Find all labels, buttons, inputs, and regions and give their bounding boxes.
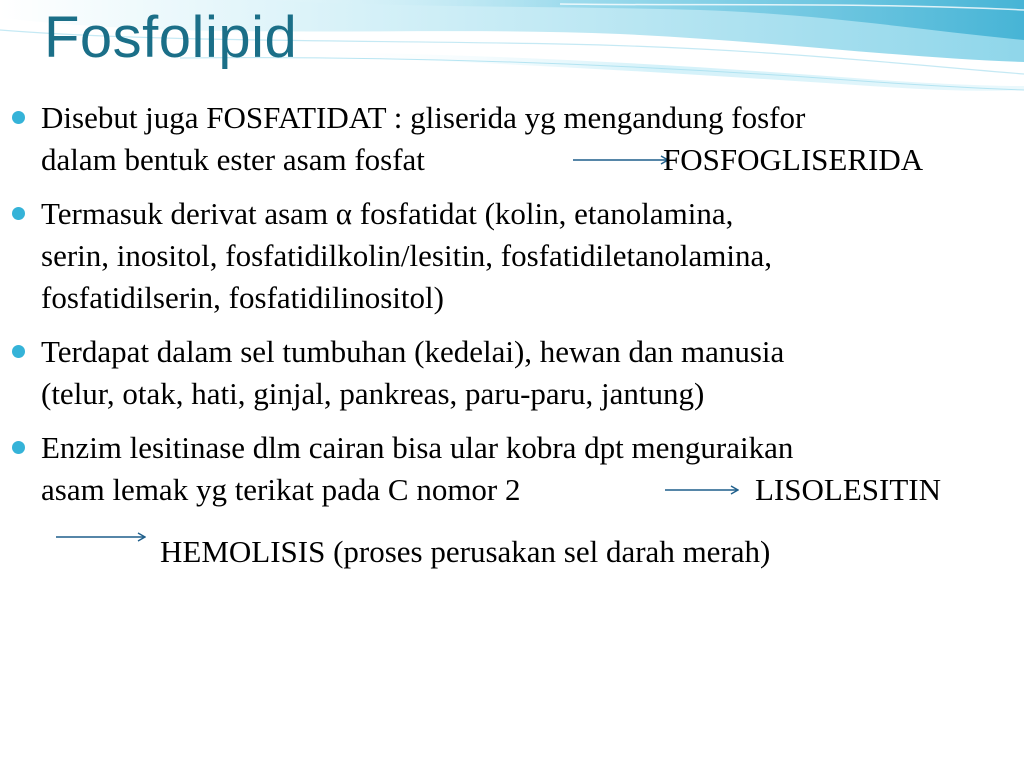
bullet-text: asam lemak yg terikat pada C nomor 2 xyxy=(41,472,521,507)
bullet-text: dalam bentuk ester asam fosfat xyxy=(41,142,425,177)
bullet-line xyxy=(41,139,1016,181)
right-arrow-icon xyxy=(56,530,146,544)
bullet-text: FOSFOGLISERIDA xyxy=(663,142,924,177)
bullet-line: fosfatidilserin, fosfatidilinositol) xyxy=(41,280,444,315)
bullet-dot-icon xyxy=(12,111,25,124)
bullet-line: serin, inositol, fosfatidilkolin/lesitin, fosfatidiletanolamina, xyxy=(41,238,772,273)
bullet-line: Termasuk derivat asam α fosfatidat (kolin, etanolamina, xyxy=(41,196,734,231)
bullet-text: LISOLESITIN xyxy=(755,472,941,507)
bullet-item xyxy=(0,331,1024,415)
slide-title: Fosfolipid xyxy=(44,5,298,70)
bullet-list xyxy=(0,97,1024,511)
bullet-item xyxy=(0,193,1024,319)
bullet-line: (telur, otak, hati, ginjal, pankreas, paru-paru, jantung) xyxy=(41,376,705,411)
continuation-text: HEMOLISIS (proses perusakan sel darah merah) xyxy=(160,534,771,569)
bullet-dot-icon xyxy=(12,345,25,358)
bullet-line: Enzim lesitinase dlm cairan bisa ular kobra dpt menguraikan xyxy=(41,430,794,465)
right-arrow-icon xyxy=(665,483,739,497)
bullet-line: Terdapat dalam sel tumbuhan (kedelai), hewan dan manusia xyxy=(41,334,785,369)
continuation-line xyxy=(0,528,1024,576)
bullet-item xyxy=(0,97,1024,181)
bullet-line: Disebut juga FOSFATIDAT : gliserida yg mengandung fosfor xyxy=(41,100,806,135)
bullet-dot-icon xyxy=(12,441,25,454)
bullet-item xyxy=(0,427,1024,511)
right-arrow-icon xyxy=(573,153,669,167)
bullet-line xyxy=(41,469,1016,511)
bullet-dot-icon xyxy=(12,207,25,220)
